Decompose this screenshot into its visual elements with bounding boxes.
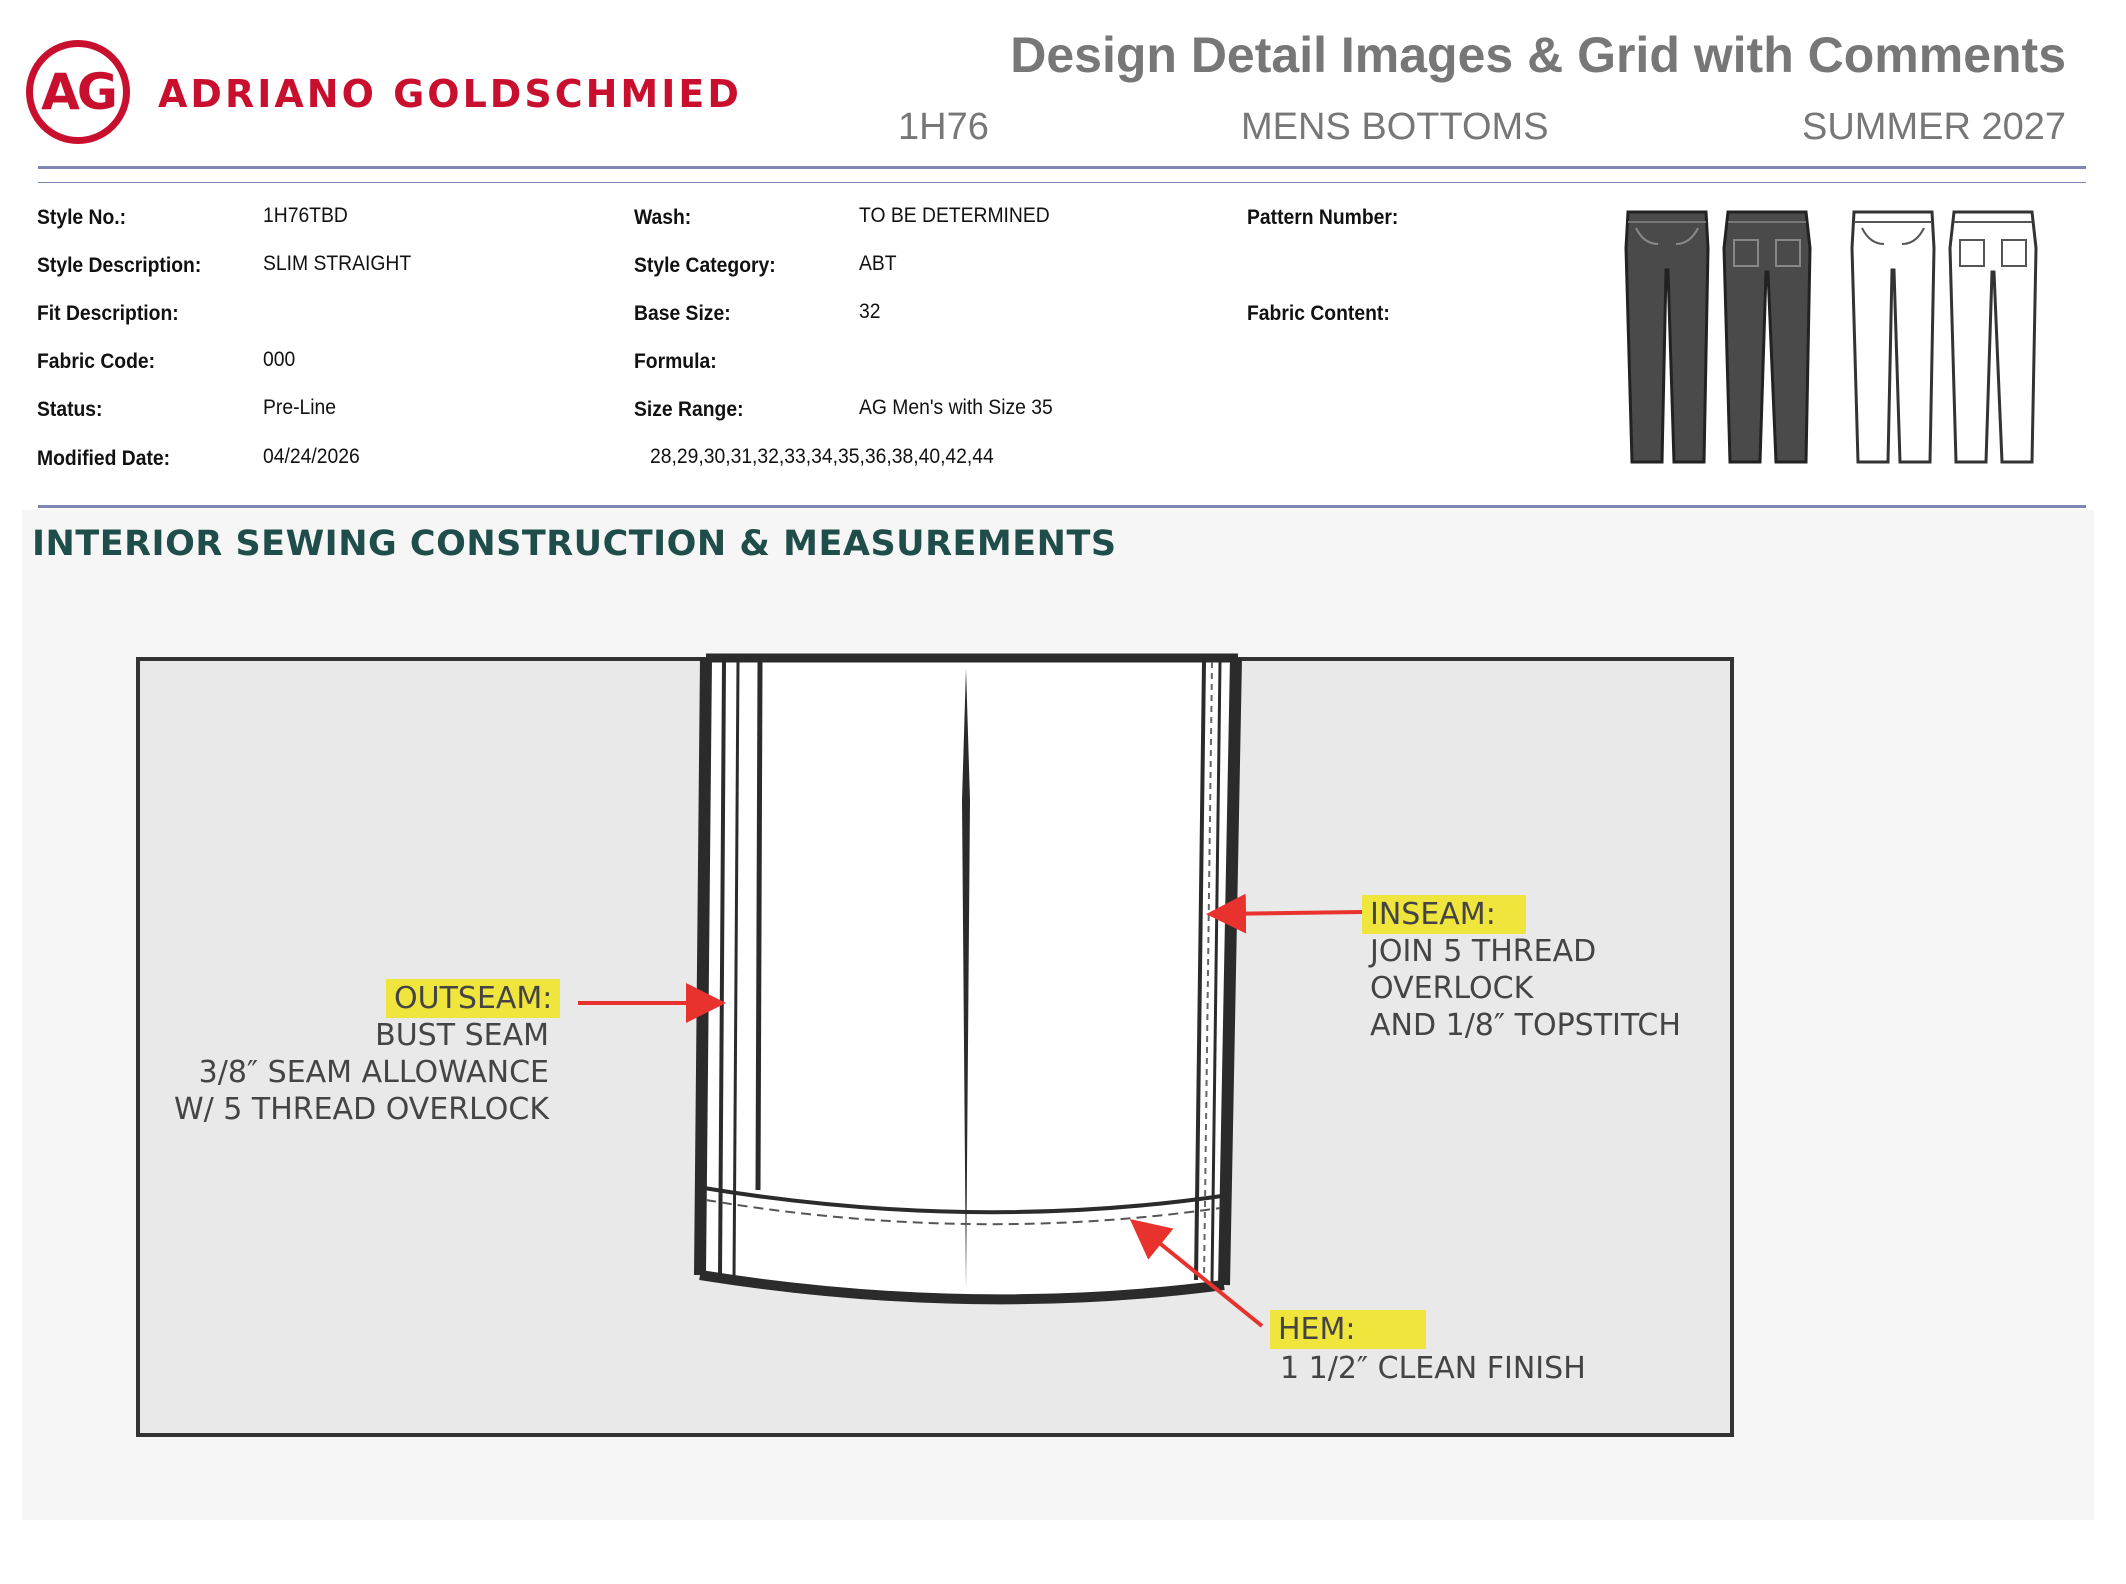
style-description-label: Style Description: [37,254,202,277]
inseam-line-1: JOIN 5 THREAD [1370,934,1597,969]
outseam-callout-body [174,1017,549,1128]
fabric-content-label: Fabric Content: [1247,302,1390,325]
size-range-value: AG Men's with Size 35 [859,396,1053,419]
outseam-line-1: BUST SEAM [375,1018,549,1053]
logo-mark-text: AG [41,63,115,121]
brand-name: ADRIANO GOLDSCHMIED [158,72,742,116]
fabric-code-label: Fabric Code: [37,350,156,373]
inseam-line-2: OVERLOCK [1370,971,1534,1006]
size-list-value: 28,29,30,31,32,33,34,35,36,38,40,42,44 [650,445,994,468]
status-label: Status: [37,398,103,421]
hem-highlight: HEM: [1270,1310,1426,1349]
fit-description-label: Fit Description: [37,302,179,325]
outseam-callout-title [386,980,560,1017]
modified-date-value: 04/24/2026 [263,445,360,468]
style-code: 1H76 [898,106,989,148]
wash-label: Wash: [634,206,692,229]
outseam-line-2: 3/8″ SEAM ALLOWANCE [198,1055,549,1090]
inseam-highlight: INSEAM: [1362,895,1526,934]
category-label: MENS BOTTOMS [1241,106,1549,148]
base-size-label: Base Size: [634,302,731,325]
section-title: INTERIOR SEWING CONSTRUCTION & MEASUREMENTS [32,524,1117,564]
season-label: SUMMER 2027 [1802,106,2066,148]
formula-label: Formula: [634,350,717,373]
pattern-number-label: Pattern Number: [1247,206,1399,229]
style-category-label: Style Category: [634,254,776,277]
outseam-line-3: W/ 5 THREAD OVERLOCK [173,1092,549,1127]
hem-callout-body [1280,1350,1586,1387]
fabric-code-value: 000 [263,348,296,371]
wash-value: TO BE DETERMINED [859,204,1050,227]
page-title: Design Detail Images & Grid with Comments [1010,27,2066,83]
inseam-callout-title [1362,896,1526,933]
modified-date-label: Modified Date: [37,447,171,470]
hem-line-1: 1 1/2″ CLEAN FINISH [1280,1351,1586,1386]
size-range-label: Size Range: [634,398,744,421]
base-size-value: 32 [859,300,881,323]
inseam-line-3: AND 1/8″ TOPSTITCH [1370,1008,1681,1043]
style-description-value: SLIM STRAIGHT [263,252,412,275]
style-category-value: ABT [859,252,897,275]
inseam-arrow [1214,912,1362,914]
style-no-value: 1H76TBD [263,204,348,227]
hem-callout-title [1270,1311,1426,1348]
status-value: Pre-Line [263,396,337,419]
inseam-callout-body [1370,933,1681,1044]
style-no-label: Style No.: [37,206,127,229]
outseam-highlight: OUTSEAM: [386,979,560,1018]
